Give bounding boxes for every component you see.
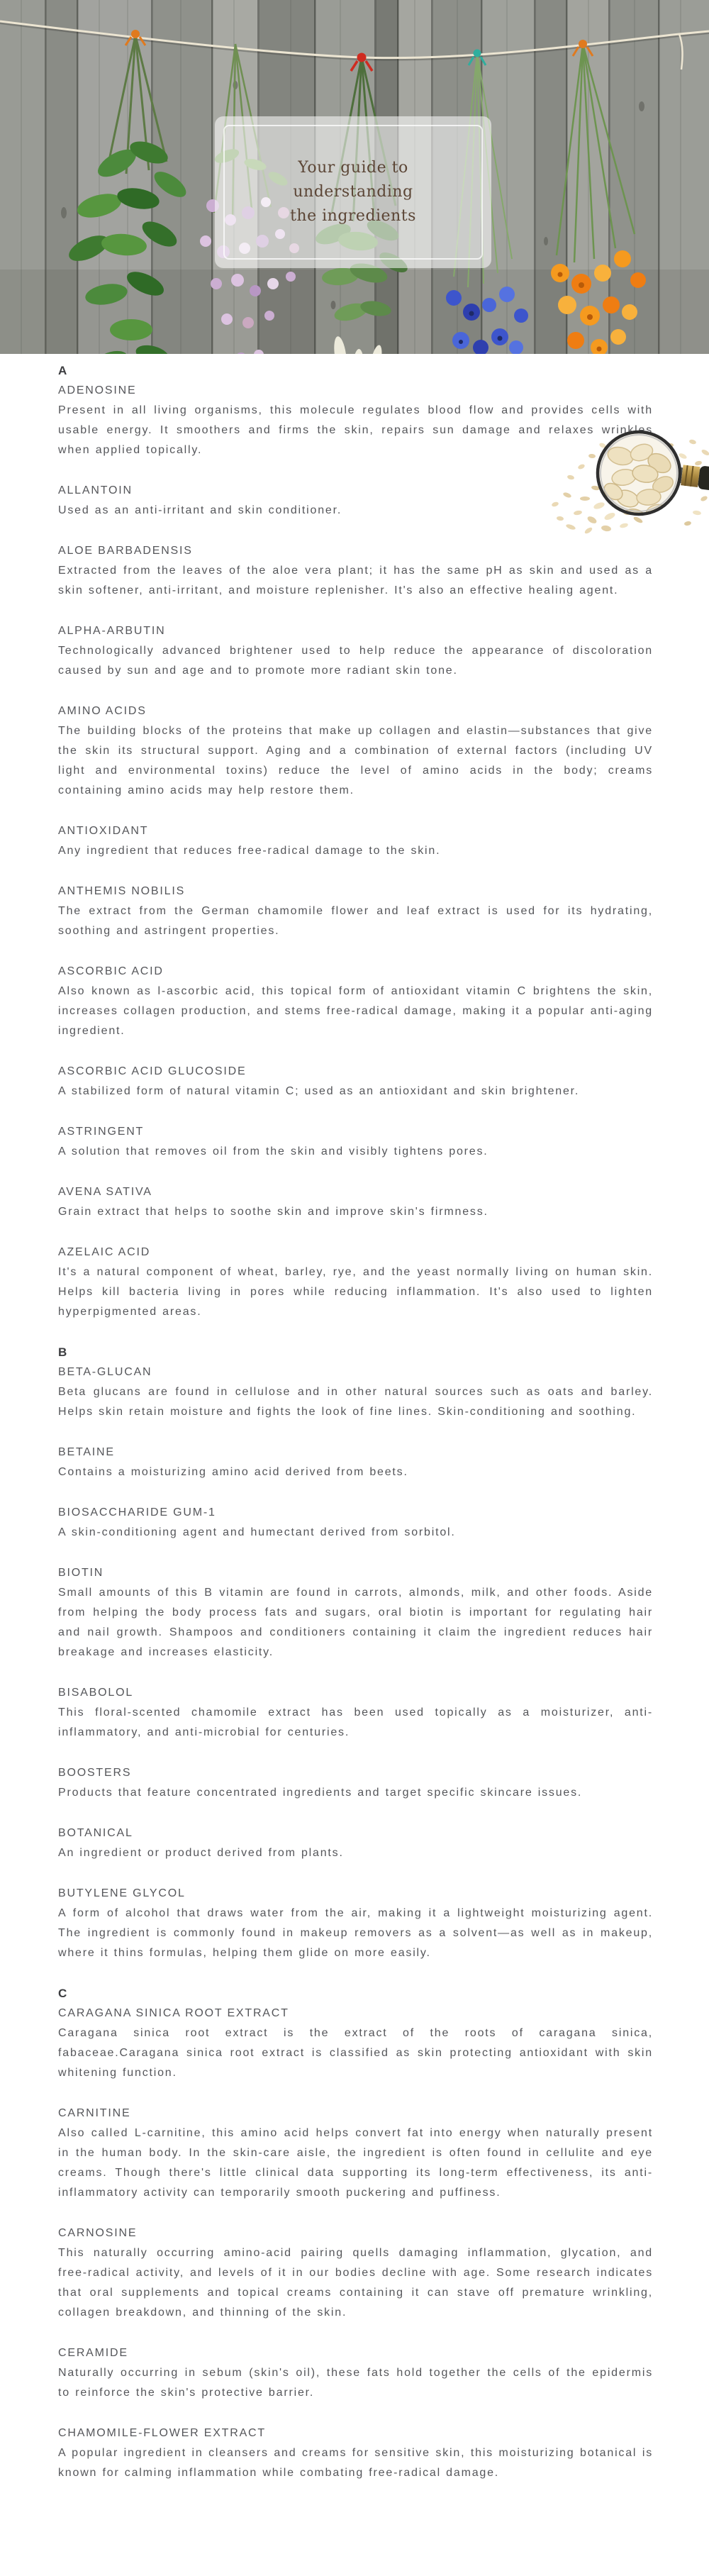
magnifier-over-oats-illustration — [528, 392, 709, 535]
term-label: ALLANTOIN — [58, 484, 133, 496]
term-label: ASCORBIC ACID — [58, 965, 164, 977]
glossary-entry — [58, 1563, 653, 1662]
oats-photo — [528, 392, 709, 535]
term-definition: The extract from the German chamomile flower and leaf extract is used for its hydrating, soothing and astringent properties. — [58, 905, 653, 937]
term-definition: Grain extract that helps to soothe skin and improve skin's firmness. — [58, 1206, 489, 1218]
term-label: BIOSACCHARIDE GUM-1 — [58, 1506, 216, 1519]
magnifier-icon — [598, 432, 680, 526]
glossary-entry — [58, 621, 653, 681]
glossary-entry — [58, 962, 653, 1041]
term-definition: Extracted from the leaves of the aloe vera plant; it has the same pH as skin and used as a skin softener, anti-irritant, and moisture replenisher. It's also an effective healing agent. — [58, 565, 653, 596]
glossary-entry — [58, 1443, 653, 1482]
term-label: BUTYLENE GLYCOL — [58, 1887, 186, 1899]
glossary-entry — [58, 2343, 653, 2403]
page-title-line-2: understanding — [293, 183, 413, 201]
glossary-entry — [58, 2424, 653, 2483]
term-definition: A solution that removes oil from the skin and visibly tightens pores. — [58, 1145, 489, 1157]
term-label: BOOSTERS — [58, 1767, 132, 1779]
term-label: AVENA SATIVA — [58, 1186, 152, 1198]
title-card-border — [223, 125, 483, 260]
term-label: CERAMIDE — [58, 2347, 128, 2359]
term-definition: A form of alcohol that draws water from the air, making it a lightweight moisturizing agent. The ingredient is commonly found in makeup removers as a solvent—as well as in makeup, where it thins formulas, helping them glide on more easily. — [58, 1907, 653, 1959]
section-letter-a: A — [58, 364, 69, 377]
glossary-entry — [58, 1823, 653, 1863]
term-label: ALOE BARBADENSIS — [58, 545, 193, 557]
glossary-entry — [58, 701, 653, 801]
glossary-entry — [58, 821, 653, 861]
page-title-line-1: Your guide to — [298, 159, 408, 177]
term-label: CARAGANA SINICA ROOT EXTRACT — [58, 2007, 289, 2019]
glossary-entry — [58, 2104, 653, 2203]
term-definition: Also known as l-ascorbic acid, this topical form of antioxidant vitamin C brightens the skin, increases collagen production, and stems free-radical damage, making it a popular anti-aging ingredient. — [58, 985, 653, 1037]
term-definition: Also called L-carnitine, this amino acid helps convert fat into energy when naturally present in the human body. In the skin-care aisle, the ingredient is often found in cellulite and eye creams. Though there's little clinical data supporting its long-term effectiveness, its anti-inflammatory activity can temporarily smooth puckering and puffiness. — [58, 2127, 653, 2199]
term-label: BIOTIN — [58, 1567, 104, 1579]
term-label: ADENOSINE — [58, 384, 137, 396]
glossary-entry — [58, 882, 653, 941]
header-photo — [0, 0, 709, 354]
term-label: ALPHA-ARBUTIN — [58, 625, 166, 637]
term-label: ANTIOXIDANT — [58, 825, 149, 837]
term-label: BETA-GLUCAN — [58, 1366, 152, 1378]
term-definition: Technologically advanced brightener used to help reduce the appearance of discoloration caused by sun and age and to promote more radiant skin tone. — [58, 645, 653, 677]
title-card — [215, 116, 491, 268]
section-letter-c: C — [58, 1987, 69, 2000]
term-definition: Beta glucans are found in cellulose and in other natural sources such as oats and barley. Helps skin retain moisture and fights the look of fine lines. Skin-conditioning and soothing. — [58, 1386, 653, 1418]
term-definition: An ingredient or product derived from plants. — [58, 1847, 344, 1859]
term-definition: Caragana sinica root extract is the extract of the roots of caragana sinica, fabaceae.Caragana sinica root extract is classified as skin protecting antioxidant with skin whitening function. — [58, 2027, 653, 2079]
glossary — [0, 354, 709, 2483]
term-definition: A skin-conditioning agent and humectant derived from sorbitol. — [58, 1526, 456, 1538]
term-label: AZELAIC ACID — [58, 1246, 151, 1258]
glossary-section-c — [58, 1984, 653, 2483]
glossary-entry — [58, 1243, 653, 1322]
term-label: BETAINE — [58, 1446, 115, 1458]
term-label: BISABOLOL — [58, 1687, 134, 1699]
term-label: ANTHEMIS NOBILIS — [58, 885, 186, 897]
term-definition: It's a natural component of wheat, barley, rye, and the yeast normally living on human skin. Helps kill bacteria living in pores while reducing inflammation. It's also used to lighten hyperpigmented areas. — [58, 1266, 653, 1318]
glossary-entry — [58, 1683, 653, 1743]
term-definition: Products that feature concentrated ingredients and target specific skincare issues. — [58, 1787, 583, 1799]
term-definition: The building blocks of the proteins that make up collagen and elastin—substances that give the skin its structural support. Aging and a combination of external factors (including UV light and environmental toxins) reduce the level of amino acids in the body; creams containing amino acids may help restore them. — [58, 725, 653, 796]
term-definition: Small amounts of this B vitamin are found in carrots, almonds, milk, and other foods. Aside from helping the body process fats and sugars, oral biotin is important for regulating hair and nail growth. Shampoos and conditioners containing it claim the ingredient reduces hair breakage and increases elasticity. — [58, 1587, 653, 1658]
term-definition: A popular ingredient in cleansers and creams for sensitive skin, this moisturizing botanical is known for calming inflammation while combating free-radical damage. — [58, 2447, 653, 2479]
glossary-entry — [58, 1062, 653, 1101]
glossary-entry — [58, 2224, 653, 2323]
term-label: CARNOSINE — [58, 2227, 138, 2239]
term-label: ASCORBIC ACID GLUCOSIDE — [58, 1065, 247, 1077]
term-definition: Any ingredient that reduces free-radical damage to the skin. — [58, 845, 441, 857]
term-definition: Contains a moisturizing amino acid derived from beets. — [58, 1466, 408, 1478]
term-label: CHAMOMILE-FLOWER EXTRACT — [58, 2427, 266, 2439]
term-definition: Used as an anti-irritant and skin conditioner. — [58, 504, 342, 516]
term-definition: Present in all living organisms, this molecule regulates blood flow and provides cells with usable energy. It smoothers and firms the skin, repairs sun damage and relaxes wrinkles when applied topically. — [58, 404, 653, 456]
glossary-entry — [58, 1122, 653, 1162]
glossary-entry — [58, 1182, 653, 1222]
glossary-entry — [58, 1763, 653, 1803]
glossary-section-b — [58, 1343, 653, 1963]
term-label: AMINO ACIDS — [58, 705, 147, 717]
term-definition: This floral-scented chamomile extract has been used topically as a moisturizer, anti-inflammatory, and anti-microbial for centuries. — [58, 1706, 653, 1738]
glossary-entry — [58, 1503, 653, 1543]
glossary-entry — [58, 541, 653, 601]
term-definition: Naturally occurring in sebum (skin's oil), these fats hold together the cells of the epidermis to reinforce the skin's protective barrier. — [58, 2367, 653, 2399]
term-label: ASTRINGENT — [58, 1126, 145, 1138]
term-definition: This naturally occurring amino-acid pairing quells damaging inflammation, glycation, and free-radical activity, and levels of it in our bodies decline with age. Some research indicates that oral supplements and topical creams containing it can stave off premature wrinkling, collagen breakdown, and thinning of the skin. — [58, 2247, 653, 2319]
term-definition: A stabilized form of natural vitamin C; used as an antioxidant and skin brightener. — [58, 1085, 580, 1097]
term-label: CARNITINE — [58, 2107, 131, 2119]
glossary-entry — [58, 2004, 653, 2083]
page-title-line-3: the ingredients — [290, 207, 416, 225]
section-letter-b: B — [58, 1345, 69, 1359]
glossary-entry — [58, 1362, 653, 1422]
term-label: BOTANICAL — [58, 1827, 133, 1839]
glossary-entry — [58, 1884, 653, 1963]
